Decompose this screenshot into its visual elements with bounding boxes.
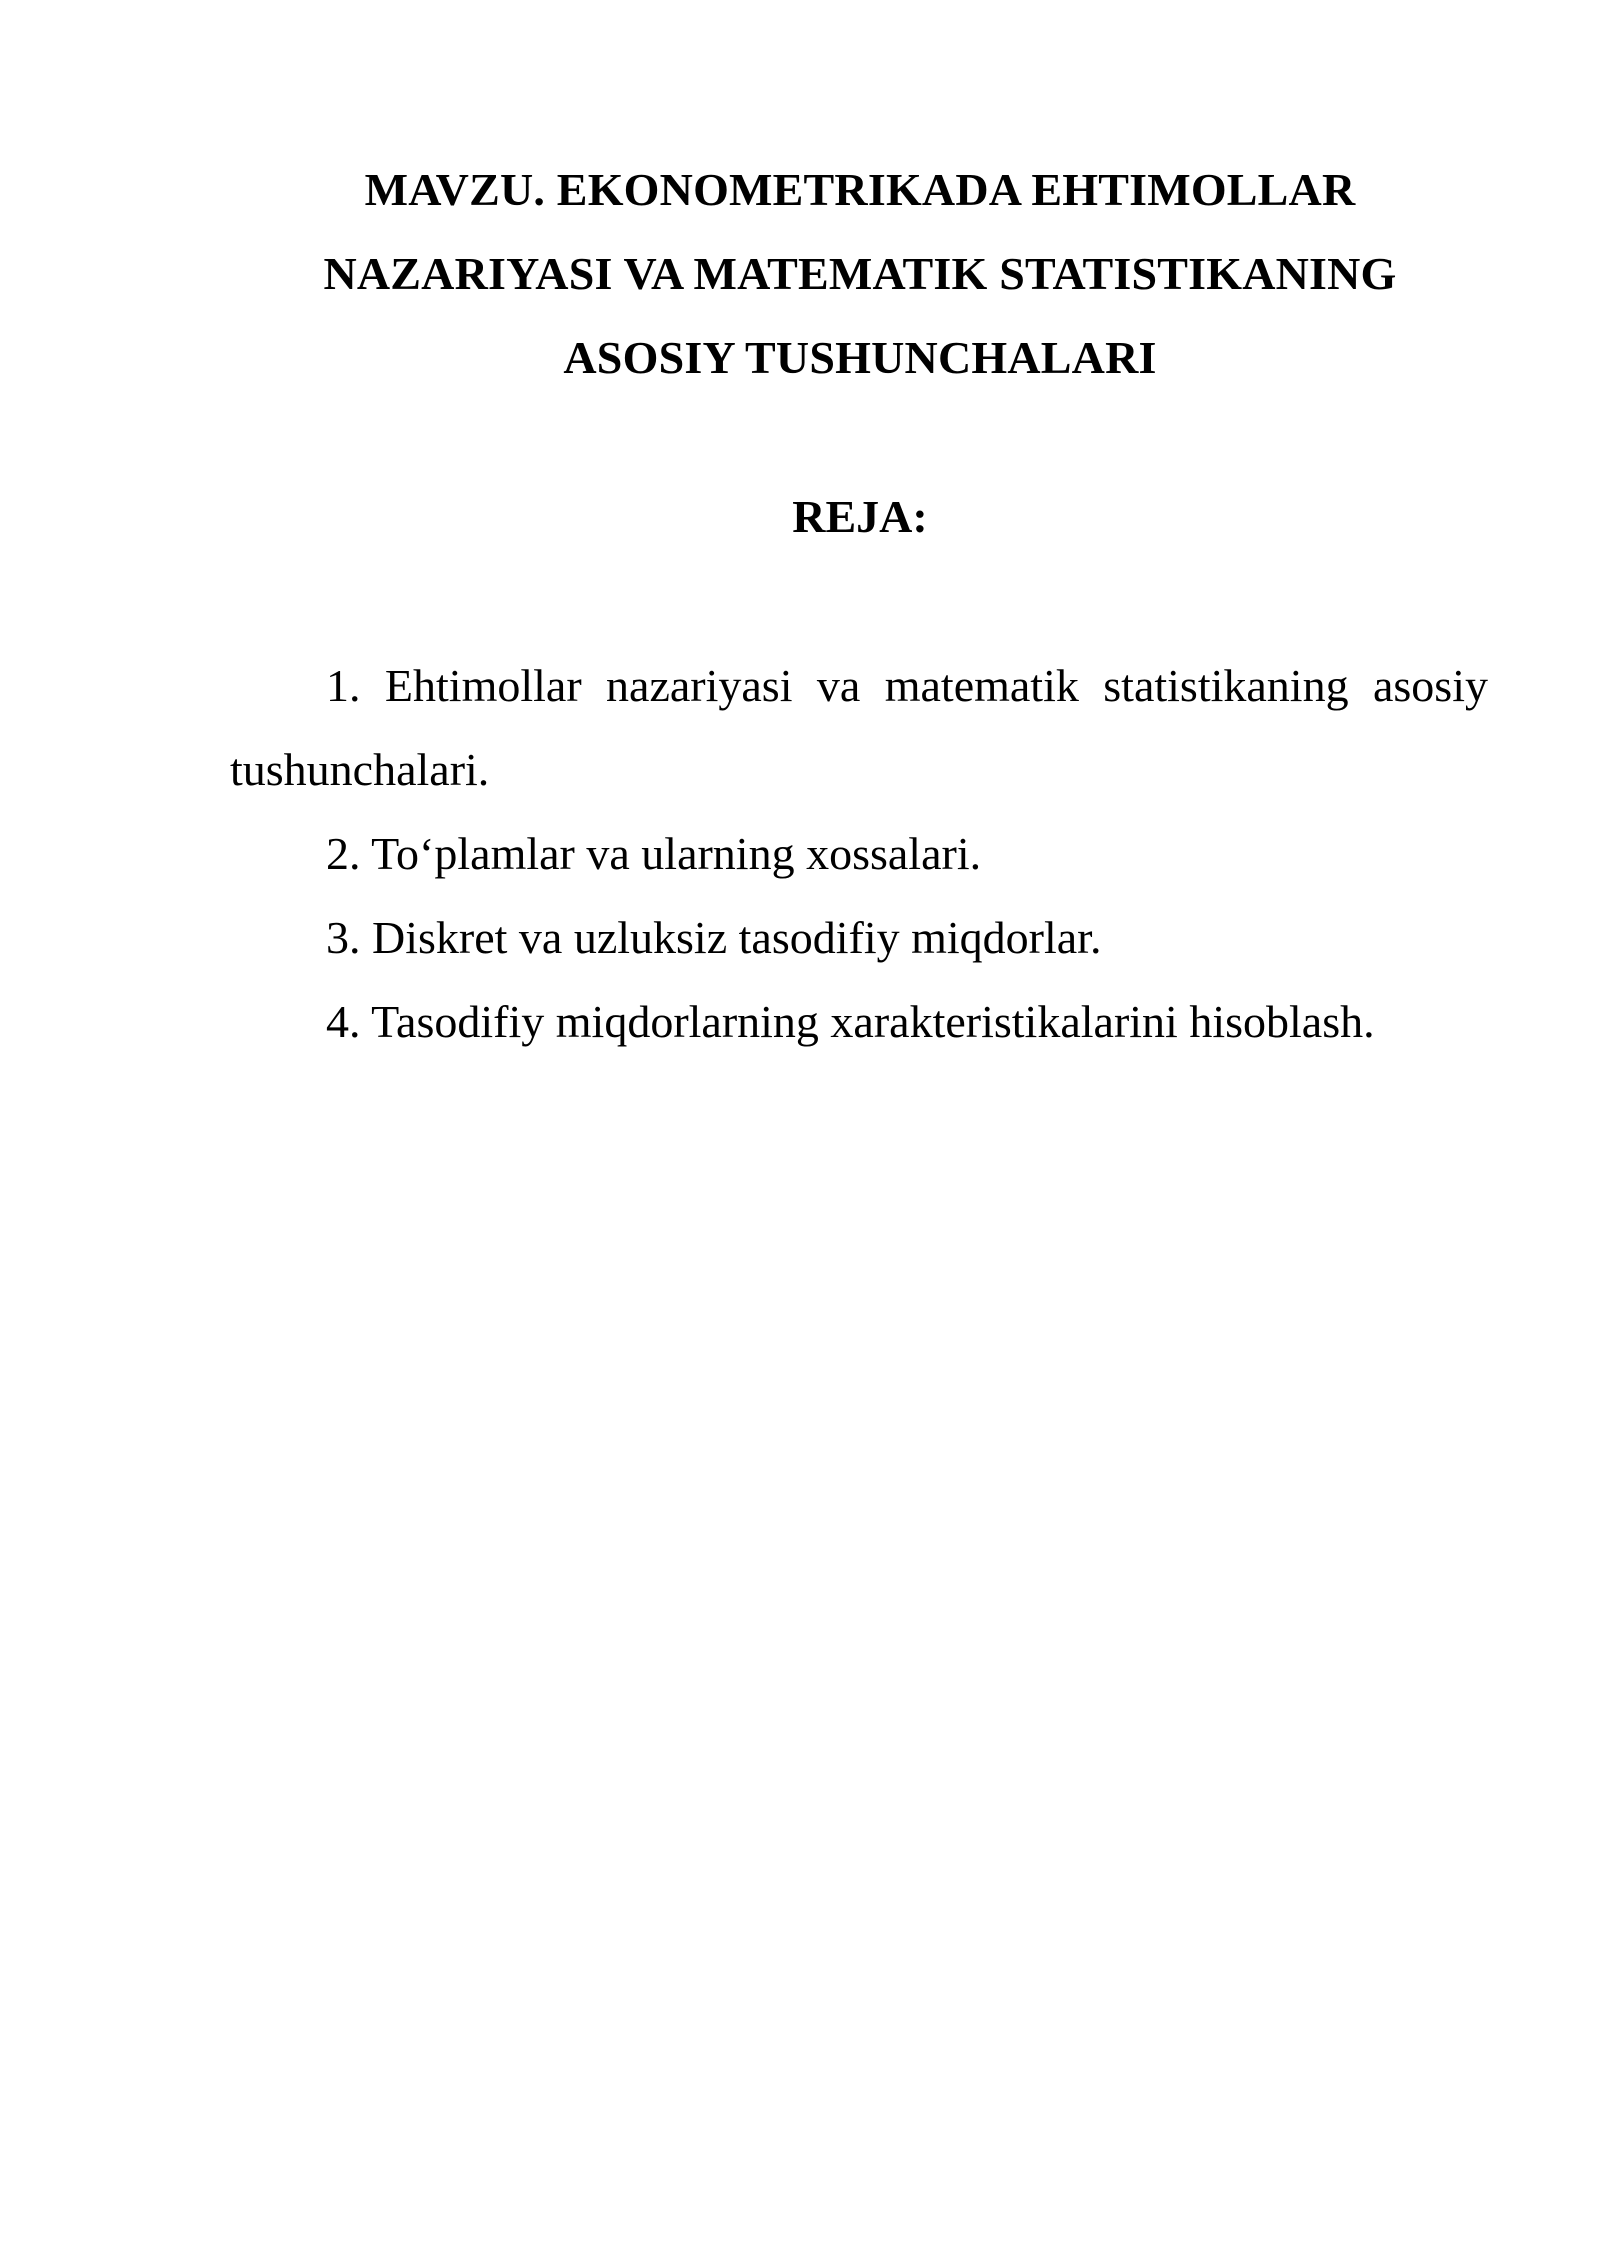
plan-list: [230, 644, 1488, 1064]
plan-item-4: 4. Tasodifiy miqdorlarning xarakteristikalarini hisoblash.: [326, 996, 1375, 1047]
plan-item-2: 2. To‘plamlar va ularning xossalari.: [326, 828, 982, 879]
plan-item-1: 1. Ehtimollar nazariyasi va matematik statistikaning asosiy tushunchalari.: [230, 660, 1488, 795]
plan-heading: REJA:: [792, 491, 928, 542]
document-title: [230, 148, 1490, 400]
title-line-2: NAZARIYASI VA MATEMATIK STATISTIKANING: [323, 248, 1397, 299]
title-line-3: ASOSIY TUSHUNCHALARI: [563, 332, 1157, 383]
title-line-1: MAVZU. EKONOMETRIKADA EHTIMOLLAR: [364, 164, 1356, 215]
plan-item-3: 3. Diskret va uzluksiz tasodifiy miqdorlar.: [326, 912, 1102, 963]
